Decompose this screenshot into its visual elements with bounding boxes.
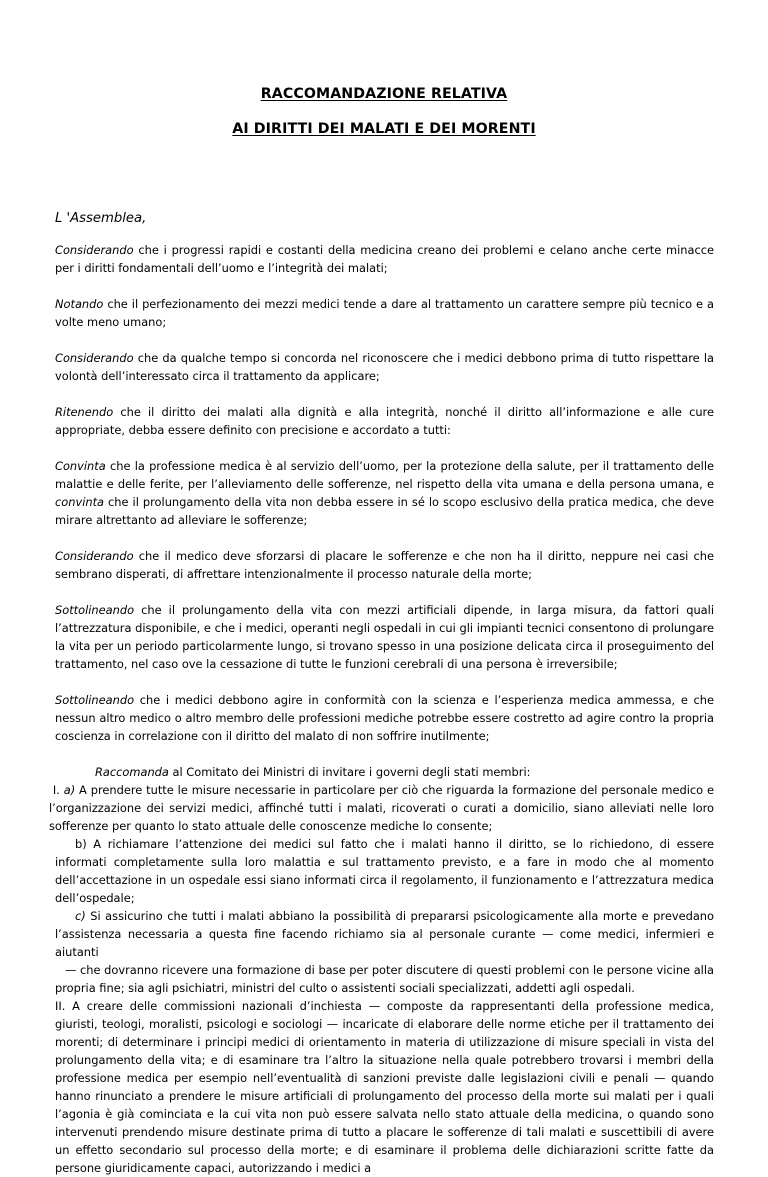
point-1-b-text: A richiamare l’attenzione dei medici sul fatto che i malati hanno il diritto, se lo richiedono, di essere informati completamente sulla loro malattia e sul trattamento previsto, e a fare in modo che al momento dell’accettazione in un ospedale essi siano informati circa il regolamento, il funzionamento e l’attrezzatura medica dell’ospedale; [55, 837, 714, 905]
point-1-c-text: Si assicurino che tutti i malati abbiano la possibilità di prepararsi psicologicamente alla morte e prevedano l’assistenza necessaria a questa fine facendo richiamo sia al personale curante — come medici, infermieri e aiutanti [55, 909, 714, 959]
point-1-a-label: a) [63, 783, 76, 797]
point-1-a [49, 781, 714, 835]
title-line-1: RACCOMANDAZIONE RELATIVA [260, 86, 508, 102]
paragraph-lead-2: convinta [55, 495, 105, 509]
paragraph-text: che il medico deve sforzarsi di placare le sofferenze e che non ha il diritto, neppure nei casi che sembrano disperati, di affrettare intenzionalmente il processo naturale della morte; [55, 549, 714, 581]
paragraph-text: che il perfezionamento dei mezzi medici tende a dare al trattamento un carattere sempre più tecnico e a volte meno umano; [55, 297, 714, 329]
paragraph-text-2: che il prolungamento della vita non debba essere in sé lo scopo esclusivo della pratica medica, che deve mirare altrettanto ad alleviare le sofferenze; [55, 495, 714, 527]
paragraph-lead: Convinta [55, 459, 106, 473]
paragraph-2 [55, 295, 714, 331]
document-body [49, 210, 714, 1177]
paragraph-text: che i medici debbono agire in conformità con la scienza e l’esperienza medica ammessa, e che nessun altro medico o altro membro delle professioni mediche potrebbe essere costretto ad agire contro la propria coscienza in correlazione con il diritto del malato di non soffrire inutilmente; [55, 693, 714, 743]
paragraph-lead: Sottolineando [55, 693, 135, 707]
point-1-b-label: b) [75, 837, 87, 851]
paragraph-text: che da qualche tempo si concorda nel riconoscere che i medici debbono prima di tutto rispettare la volontà dell’interessato circa il trattamento da applicare; [55, 351, 714, 383]
paragraph-lead: Considerando [55, 243, 134, 257]
title-line-2: AI DIRITTI DEI MALATI E DEI MORENTI [232, 121, 536, 137]
point-1-c [55, 907, 714, 961]
paragraph-text: che il prolungamento della vita con mezzi artificiali dipende, in larga misura, da fattori quali l’attrezzatura disponibile, e che i medici, operanti negli ospedali in cui gli impianti tecnici consentono di prolungare la vita per un periodo particolarmente lungo, si trovano spesso in una posizione delicata circa il proseguimento del trattamento, nel caso ove la cessazione di tutte le funzioni cerebrali di una persona è irreversibile; [55, 603, 714, 671]
point-2: II. A creare delle commissioni nazionali d’inchiesta — composte da rappresentanti della professione medica, giuristi, teologi, moralisti, psicologi e sociologi — incaricate di elaborare delle norme etiche per il trattamento dei morenti; di determinare i principi medici di orientamento in materia di utilizzazione di misure speciali in vista del prolungamento della vita; e di esaminare tra l’altro la situazione nella quale potrebbero trovarsi i membri della professione medica per esempio nell’eventualità di sanzioni previste dalle legislazioni civili e penali — quando hanno rinunciato a prendere le misure artificiali di prolungamento del processo della morte sui malati per i quali l’agonia è già cominciata e la cui vita non può essere salvata nello stato attuale della medicina, o quando sono intervenuti prendendo misure destinate prima di tutto a placare le sofferenze di tali malati e suscettibili di avere un effetto secondario sul processo della morte; e di esaminare il problema delle dichiarazioni scritte fatte da persone giuridicamente capaci, autorizzando i medici a [55, 999, 714, 1175]
paragraph-lead: Notando [55, 297, 104, 311]
paragraph-5 [55, 457, 714, 529]
paragraph-7 [55, 601, 714, 673]
point-1-b [55, 835, 714, 907]
paragraph-1 [55, 241, 714, 277]
paragraph-4 [55, 403, 714, 439]
paragraph-8 [55, 691, 714, 745]
paragraph-lead: Ritenendo [55, 405, 114, 419]
recommends-text: al Comitato dei Ministri di invitare i governi degli stati membri: [168, 765, 531, 779]
paragraph-text: che la professione medica è al servizio dell’uomo, per la protezione della salute, per il trattamento delle malattie e delle ferite, per l’alleviamento delle sofferenze, nel rispetto della vita umana e della persona umana, e [55, 459, 714, 491]
paragraph-lead: Considerando [55, 549, 134, 563]
point-1-number: I. [52, 783, 60, 797]
paragraph-3 [55, 349, 714, 385]
recommendation-block [49, 763, 714, 997]
point-1-a-text: A prendere tutte le misure necessarie in particolare per ciò che riguarda la formazione del personale medico e l’organizzazione dei servizi medici, affinché tutti i malati, ricoverati o curati a domicilio, siano alleviati nelle loro sofferenze per quanto lo stato attuale delle conoscenze mediche lo consente; [49, 783, 714, 833]
salutation: L 'Assemblea, [55, 211, 147, 226]
paragraph-text: che il diritto dei malati alla dignità e alla integrità, nonché il diritto all’informazione e alle cure appropriate, debba essere definito con precisione e accordato a tutti: [55, 405, 714, 437]
recommends-line [55, 763, 714, 781]
paragraph-6 [55, 547, 714, 583]
paragraph-text: che i progressi rapidi e costanti della medicina creano dei problemi e celano anche certe minacce per i diritti fondamentali dell’uomo e l’integrità dei malati; [55, 243, 714, 275]
paragraph-lead: Considerando [55, 351, 134, 365]
point-1-c-label: c) [75, 909, 86, 923]
point-1-c-continued: — che dovranno ricevere una formazione di base per poter discutere di questi problemi con le persone vicine alla propria fine; sia agli psichiatri, ministri del culto o assistenti sociali specializzati, addetti agli ospedali. [55, 963, 714, 995]
paragraph-lead: Sottolineando [55, 603, 135, 617]
recommends-lead: Raccomanda [95, 765, 169, 779]
